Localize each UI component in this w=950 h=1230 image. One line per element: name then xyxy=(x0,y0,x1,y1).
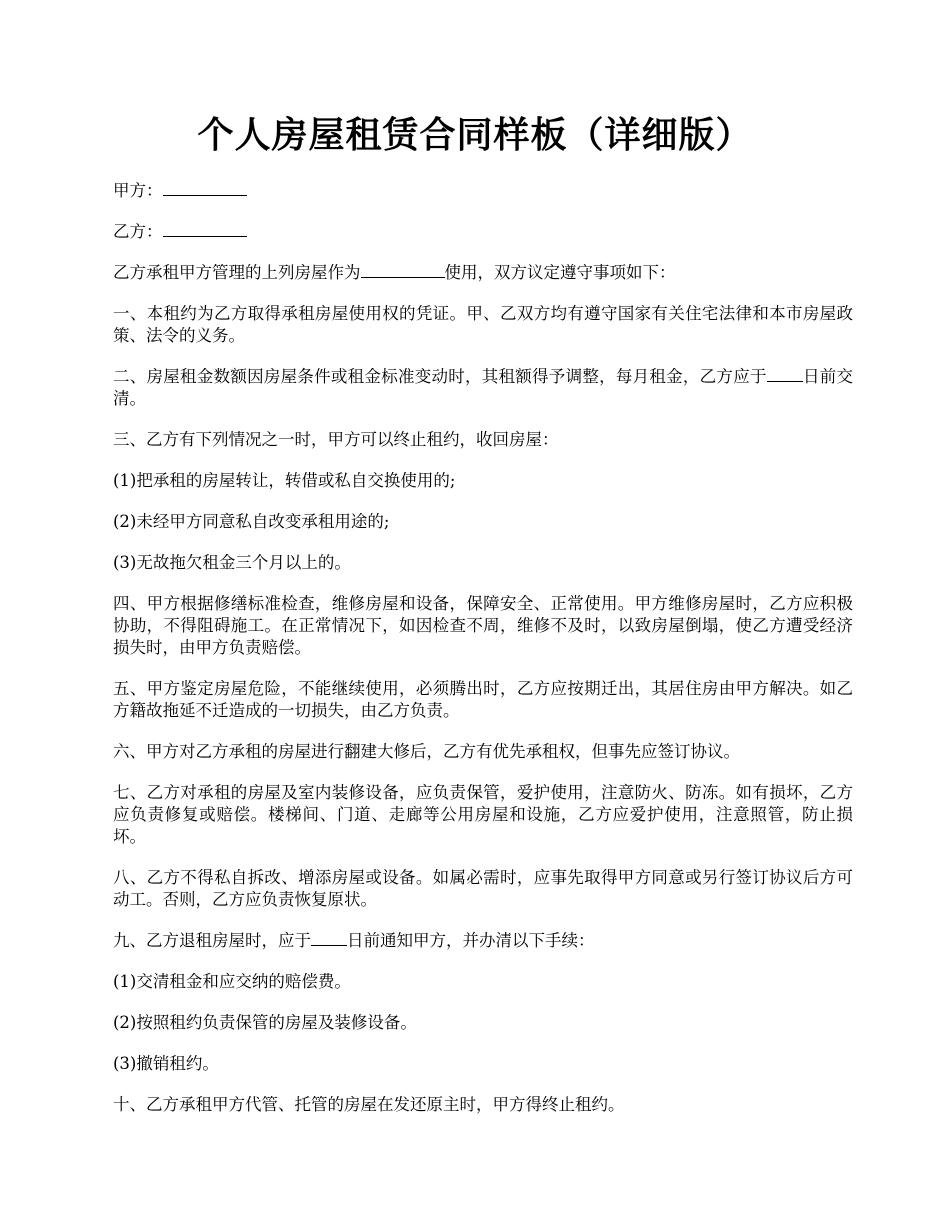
clause-9 xyxy=(113,930,853,952)
clause-2-text-before: 二、房屋租金数额因房屋条件或租金标准变动时，其租额得予调整，每月租金，乙方应于 xyxy=(113,367,767,386)
clause-9-item-1: (1)交清租金和应交纳的赔偿费。 xyxy=(113,972,351,991)
clause-10: 十、乙方承租甲方代管、托管的房屋在发还原主时，甲方得终止租约。 xyxy=(113,1095,625,1114)
clause-6: 六、甲方对乙方承租的房屋进行翻建大修后，乙方有优先承租权，但事先应签订协议。 xyxy=(113,742,740,761)
clause-9-text-before: 九、乙方退租房屋时，应于 xyxy=(113,931,311,950)
intro-text-before: 乙方承租甲方管理的上列房屋作为 xyxy=(113,263,361,282)
clause-2-text-after: 日前交清。 xyxy=(113,367,854,408)
clause-3-item-3: (3)无故拖欠租金三个月以上的。 xyxy=(113,553,351,572)
party-b-blank xyxy=(163,221,247,237)
usage-blank xyxy=(361,262,445,278)
intro-paragraph xyxy=(113,262,853,284)
notice-day-blank xyxy=(311,930,347,946)
clause-2 xyxy=(113,366,853,410)
clause-9-item-3: (3)撤销租约。 xyxy=(113,1054,219,1073)
rent-day-blank xyxy=(767,366,803,382)
clause-8: 八、乙方不得私自拆改、增添房屋或设备。如属必需时，应事先取得甲方同意或另行签订协议后方可动工。否则，乙方应负责恢复原状。 xyxy=(113,868,853,909)
clause-9-item-2: (2)按照租约负责保管的房屋及装修设备。 xyxy=(113,1013,417,1032)
party-b-line xyxy=(113,221,853,243)
document-body xyxy=(113,180,853,1135)
party-b-label: 乙方： xyxy=(113,222,163,241)
clause-3-item-2: (2)未经甲方同意私自改变承租用途的; xyxy=(113,512,390,531)
clause-7: 七、乙方对承租的房屋及室内装修设备，应负责保管，爱护使用，注意防火、防冻。如有损坏，乙方应负责修复或赔偿。楼梯间、门道、走廊等公用房屋和设施，乙方应爱护使用，注意照管，防止损坏。 xyxy=(113,783,853,846)
clause-3: 三、乙方有下列情况之一时，甲方可以终止租约，收回房屋： xyxy=(113,430,559,449)
document-title: 个人房屋租赁合同样板（详细版） xyxy=(197,114,753,156)
clause-9-text-after: 日前通知甲方，并办清以下手续： xyxy=(347,931,595,950)
party-a-line xyxy=(113,180,853,202)
party-a-blank xyxy=(163,180,247,196)
clause-1: 一、本租约为乙方取得承租房屋使用权的凭证。甲、乙双方均有遵守国家有关住宅法律和本市房屋政策、法令的义务。 xyxy=(113,304,853,345)
party-a-label: 甲方： xyxy=(113,181,163,200)
clause-4: 四、甲方根据修缮标准检查，维修房屋和设备，保障安全、正常使用。甲方维修房屋时，乙方应积极协助，不得阻碍施工。在正常情况下，如因检查不周，维修不及时，以致房屋倒塌，使乙方遭受经济损失时，由甲方负责赔偿。 xyxy=(113,594,853,657)
clause-5: 五、甲方鉴定房屋危险，不能继续使用，必须腾出时，乙方应按期迁出，其居住房由甲方解决。如乙方籍故拖延不迁造成的一切损失，由乙方负责。 xyxy=(113,679,853,720)
intro-text-after: 使用，双方议定遵守事项如下： xyxy=(444,263,676,282)
clause-3-item-1: (1)把承租的房屋转让，转借或私自交换使用的; xyxy=(113,471,456,490)
